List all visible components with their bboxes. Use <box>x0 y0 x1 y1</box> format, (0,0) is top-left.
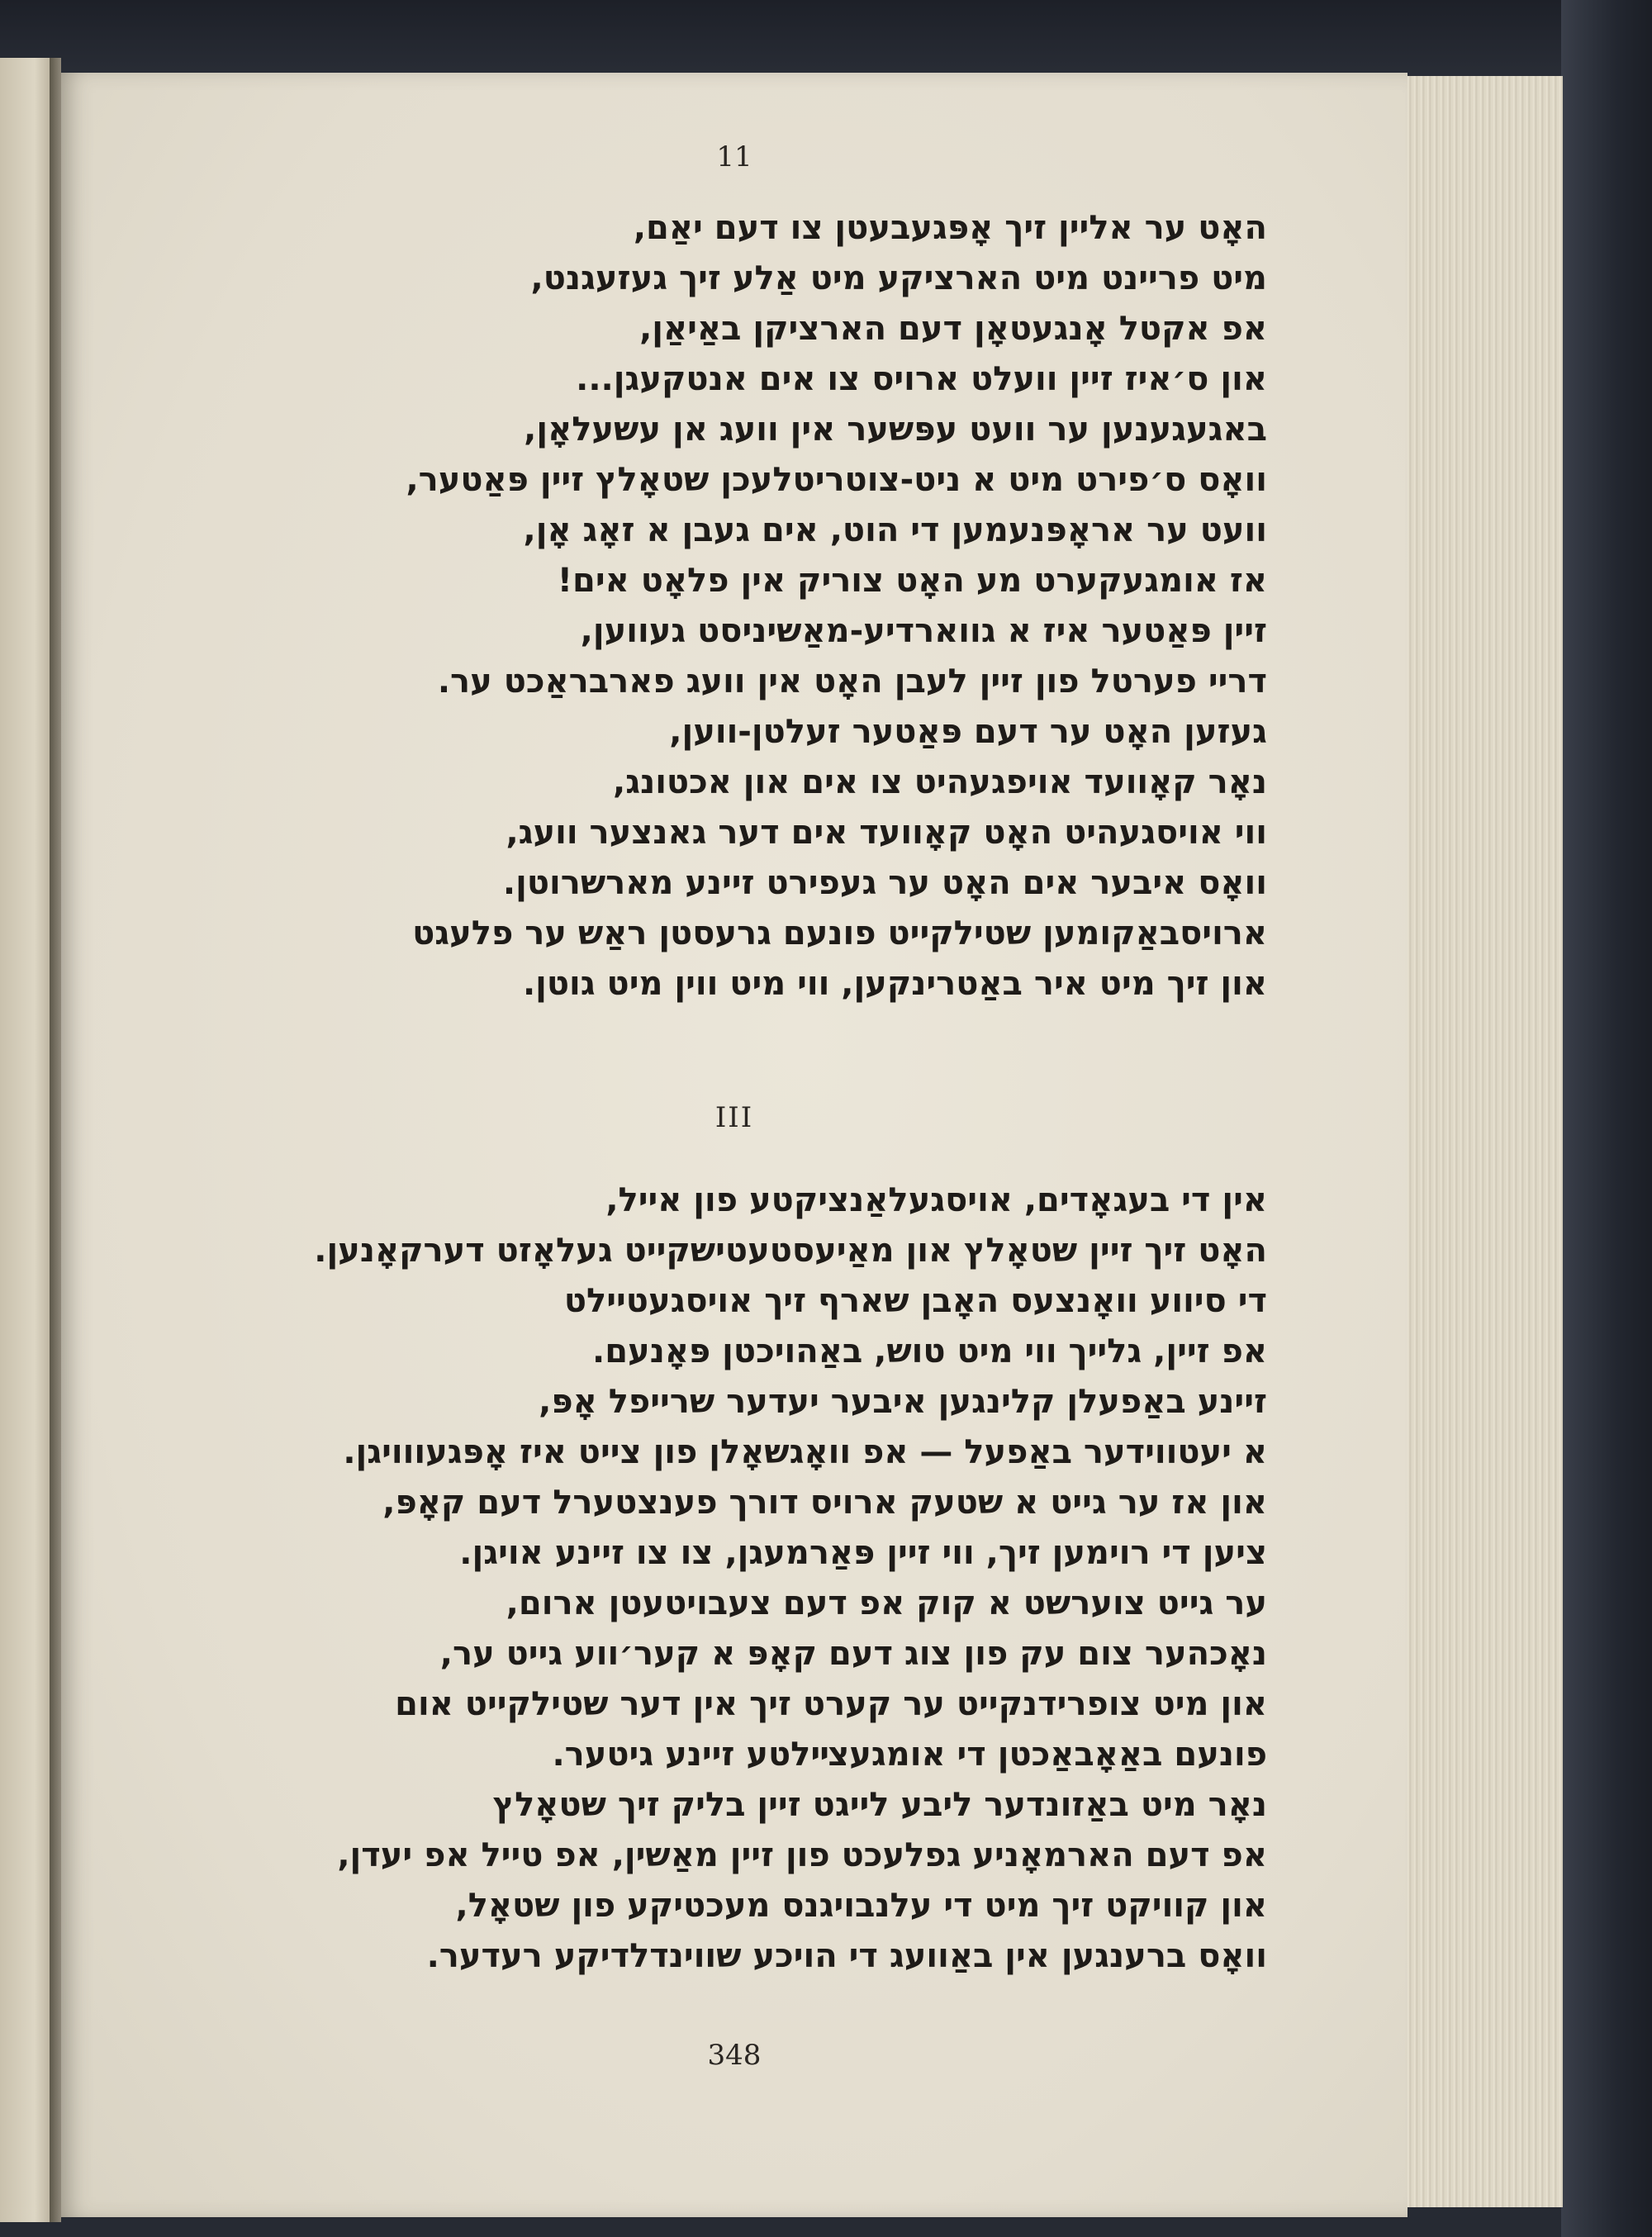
page-edges-stack <box>1404 76 1563 2207</box>
poem-line: נאָכהער צום עק פון צוג דעם קאָפּ א קער׳ווע גייט ער, <box>439 1635 1267 1673</box>
stanza-1 <box>210 203 1267 1009</box>
poem-line: די סיווע וואָנצעס האָבן שארף זיך אויסגעטיילט <box>563 1282 1267 1320</box>
page-number-top: 11 <box>716 140 752 173</box>
book-cover-right <box>1561 0 1652 2237</box>
poem-line: האָט זיך זיין שטאָלץ און מאַיעסטעטישקייט געלאָזט דערקאָנען. <box>314 1232 1267 1270</box>
poem-line: נאָר מיט באַזונדער ליבע לייגט זיין בליק זיך שטאָלץ <box>492 1786 1267 1824</box>
poem-line: נאָר קאָוועד אויפגעהיט צו אים און אכטונג, <box>613 763 1267 801</box>
poem-line: אז אומגעקערט מע האָט צוריק אין פלאָט אים! <box>557 562 1267 600</box>
poem-line: און ס׳איז זיין וועלט ארויס צו אים אנטקעגן... <box>576 360 1267 398</box>
poem-line: א יעטווידער באַפעל — אפ וואָגשאָלן פון צייט איז אָפּגעווויגן. <box>343 1433 1267 1471</box>
poem-line: און אז ער גייט א שטעק ארויס דורך פענצטערל דעם קאָפּ, <box>382 1484 1267 1522</box>
poem-line: וואָס איבער אים האָט ער געפירט זיינע מארשרוטן. <box>502 864 1267 902</box>
poem-line: ציען די רוימען זיך, ווי זיין פּאַרמעגן, צו צו זיינע אויגן. <box>459 1534 1267 1572</box>
poem-line: געזען האָט ער דעם פּאַטער זעלטן-ווען, <box>669 713 1267 751</box>
poem-line: וואָס ס׳פירט מיט א ניט-צוטריטלעכן שטאָלץ זיין פּאַטער, <box>406 461 1267 499</box>
poem-line: דריי פערטל פון זיין לעבן האָט אין וועג פארבראַכט ער. <box>437 663 1267 701</box>
book-page <box>61 73 1408 2217</box>
poem-line: ארויסבאַקומען שטילקייט פונעם גרעסטן ראַש ער פלעגט <box>412 914 1267 952</box>
poem-line: אפ דעם הארמאָניע גפלעכט פון זיין מאַשין, אפ טייל אפ יעדן, <box>337 1836 1267 1874</box>
poem-line: ער גייט צוערשט א קוק אפ דעם צעבויטעטן ארום, <box>506 1584 1267 1622</box>
page-number-bottom: 348 <box>707 2039 762 2072</box>
poem-line: באגעגענען ער וועט עפּשער אין וועג אן עשעלאָן, <box>524 411 1267 449</box>
poem-line: אפ אקטל אָנגעטאָן דעם הארציקן באַיאַן, <box>639 310 1267 348</box>
poem-line: און מיט צופרידנקייט ער קערט זיך אין דער שטילקייט אום <box>395 1685 1267 1723</box>
poem-line: פונעם באַאָבאַכטן די אומגעצײלטע זיינע גיטער. <box>552 1736 1267 1774</box>
poem-line: וואָס ברענגען אין באַוועג די הויכע שווינדלדיקע רעדער. <box>426 1937 1267 1975</box>
stanza-2 <box>210 1175 1267 1982</box>
poem-line: זיינע באַפעלן קלינגען איבער יעדער שרייפל אָפּ, <box>539 1383 1267 1421</box>
poem-line: וועט ער אראָפּנעמען די הוט, אים געבן א זאָג אָן, <box>523 511 1267 549</box>
book-cover-top <box>0 0 1652 83</box>
poem-line: ווי אויסגעהיט האָט קאָוועד אים דער גאנצער וועג, <box>506 814 1267 852</box>
poem-line: זיין פּאַטער איז א גווארדיע-מאַשיניסט געווען, <box>580 612 1267 650</box>
poem-line: אפ זיין, גלייך ווי מיט טוש, באַהויכטן פּאָנעם. <box>592 1332 1267 1370</box>
poem-line: און קוויקט זיך מיט די עלנבויגנס מעכטיקע פון שטאָל, <box>455 1887 1267 1925</box>
poem-line: און זיך מיט איר באַטרינקען, ווי מיט ווין מיט גוטן. <box>522 965 1267 1003</box>
poem-line: האָט ער אליין זיך אָפּגעבעטן צו דעם יאַם, <box>633 209 1267 247</box>
book-gutter <box>50 58 61 2222</box>
poem-line: מיט פריינט מיט הארציקע מיט אַלע זיך געזעגנט, <box>530 259 1267 297</box>
poem-line: אין די בעגאָדים, אויסגעלאַנציקטע פון אייל, <box>605 1181 1267 1219</box>
previous-page-edge <box>0 58 52 2222</box>
section-heading: III <box>714 1101 754 1134</box>
